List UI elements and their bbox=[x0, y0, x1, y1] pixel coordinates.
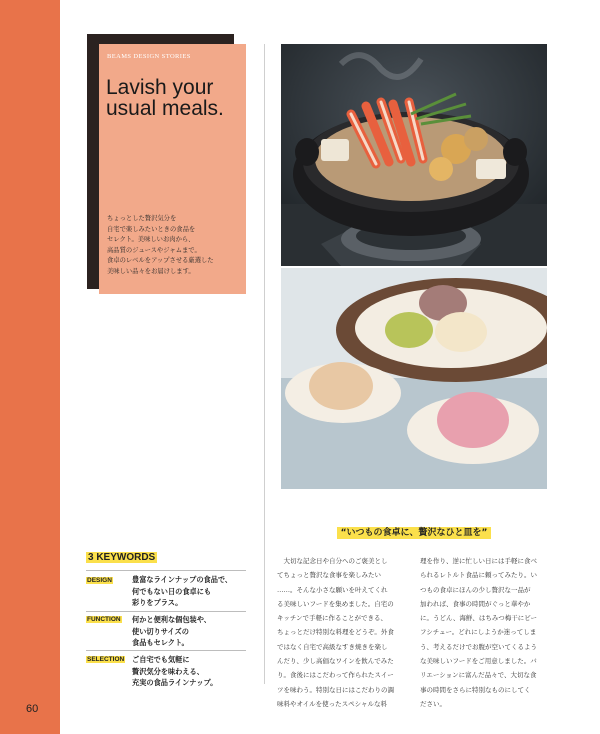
keyword-tag-design bbox=[86, 577, 113, 584]
orange-side-band bbox=[0, 0, 60, 734]
keyword-tag-function bbox=[86, 616, 122, 623]
title-card bbox=[99, 44, 246, 294]
body-line: ださい。 bbox=[420, 699, 446, 708]
body-column-1 bbox=[277, 554, 417, 711]
body-line: ちょっとだけ特別な料理をどうぞ。外食 bbox=[277, 628, 394, 637]
body-column-2 bbox=[420, 554, 560, 711]
pull-quote-text: “いつもの食卓に、贅沢なひと皿を” bbox=[337, 527, 492, 539]
body-line: キッチンで手軽に作ることができる、 bbox=[277, 614, 388, 623]
body-line: に。うどん、海鮮、はちみつ梅干にビー bbox=[420, 614, 537, 623]
body-line: 味料やオイルを使ったスペシャルな料 bbox=[277, 699, 388, 708]
keyword-desc-line: ご自宅でも気軽に bbox=[132, 655, 190, 664]
body-line: 理を作り、逆に忙しい日には手軽に食べ bbox=[420, 557, 537, 565]
keyword-tag-text: DESIGN bbox=[87, 577, 112, 584]
pull-quote bbox=[264, 525, 564, 538]
body-line: ツを味わう。特別な日にはこだわりの調 bbox=[277, 685, 394, 694]
ice-cream-photo bbox=[281, 268, 547, 489]
body-line: フシチュー。どれにしようか迷ってしま bbox=[420, 628, 537, 637]
keyword-desc-line: 豊富なラインナップの食品で、 bbox=[132, 575, 233, 584]
keyword-desc-line: 食品もセレクト。 bbox=[132, 638, 189, 647]
keyword-desc-design bbox=[132, 574, 252, 609]
body-line: 加われば、食事の時間がぐっと華やか bbox=[420, 599, 531, 608]
series-label: BEAMS DESIGN STORIES bbox=[107, 53, 191, 60]
body-line: てちょっと贅沢な食事を楽しみたい bbox=[277, 571, 381, 580]
body-line: ではなく自宅で高級なすき焼きを楽し bbox=[277, 642, 388, 651]
keyword-tag-selection bbox=[86, 656, 125, 663]
body-line: んだり、少し高価なワインを飲んでみた bbox=[277, 657, 394, 666]
hotpot-photo bbox=[281, 44, 547, 266]
keyword-desc-function bbox=[132, 614, 252, 649]
card-intro-text bbox=[107, 214, 243, 278]
keyword-desc-line: 使い切りサイズの bbox=[132, 626, 189, 636]
card-intro-line: ちょっとした贅沢気分を bbox=[107, 215, 177, 222]
body-line: う、考えるだけでお腹が空いてくるよう bbox=[420, 642, 537, 651]
body-line: リエーションに富んだ品々で、大切な食 bbox=[420, 671, 537, 680]
keyword-tag-text: SELECTION bbox=[87, 656, 125, 663]
card-intro-line: 自宅で楽しみたいときの食品を bbox=[107, 225, 196, 233]
body-line: る美味しいフードを集めました。自宅の bbox=[277, 599, 394, 608]
keyword-rule bbox=[86, 570, 246, 571]
keyword-desc-selection bbox=[132, 654, 252, 689]
keyword-desc-line: 彩りをプラス。 bbox=[132, 598, 183, 607]
column-divider bbox=[264, 44, 265, 684]
keywords-heading-text: 3 KEYWORDS bbox=[88, 552, 156, 563]
body-line: つもの食卓にほんの少し贅沢な一品が bbox=[420, 585, 531, 594]
page-number: 60 bbox=[26, 703, 39, 715]
keyword-tag-text: FUNCTION bbox=[87, 616, 121, 623]
keyword-desc-line: 充実の食品ラインナップ。 bbox=[132, 678, 218, 687]
body-line: り。食後にはこだわって作られたスイー bbox=[277, 671, 394, 680]
body-line: 事の時間をさらに特別なものにしてく bbox=[420, 685, 531, 694]
body-line: られるレトルト食品に頼ってみたり。い bbox=[420, 571, 537, 580]
body-line: な美味しいフードをご用意しました。バ bbox=[420, 657, 537, 666]
keywords-heading bbox=[86, 552, 157, 563]
card-intro-line: 美味しい品々をお届けします。 bbox=[107, 267, 195, 275]
card-intro-line: 食卓のレベルをアップさせる厳選した bbox=[107, 257, 214, 265]
body-line: ……。そんな小さな願いを叶えてくれ bbox=[277, 585, 388, 594]
keyword-desc-line: 贅沢気分を味わえる、 bbox=[132, 666, 204, 676]
keyword-rule bbox=[86, 611, 246, 612]
keyword-rule bbox=[86, 650, 246, 651]
body-line: 大切な記念日や自分へのご褒美とし bbox=[277, 557, 388, 565]
keyword-desc-line: 何でもない日の食卓にも bbox=[132, 586, 212, 596]
card-intro-line: セレクト。美味しいお肉から、 bbox=[107, 236, 195, 244]
card-intro-line: 高品質のジュースやジャムまで。 bbox=[107, 246, 201, 254]
page-title: Lavish your usual meals. bbox=[106, 76, 224, 120]
keyword-desc-line: 何かと便利な個包装や、 bbox=[132, 615, 211, 624]
